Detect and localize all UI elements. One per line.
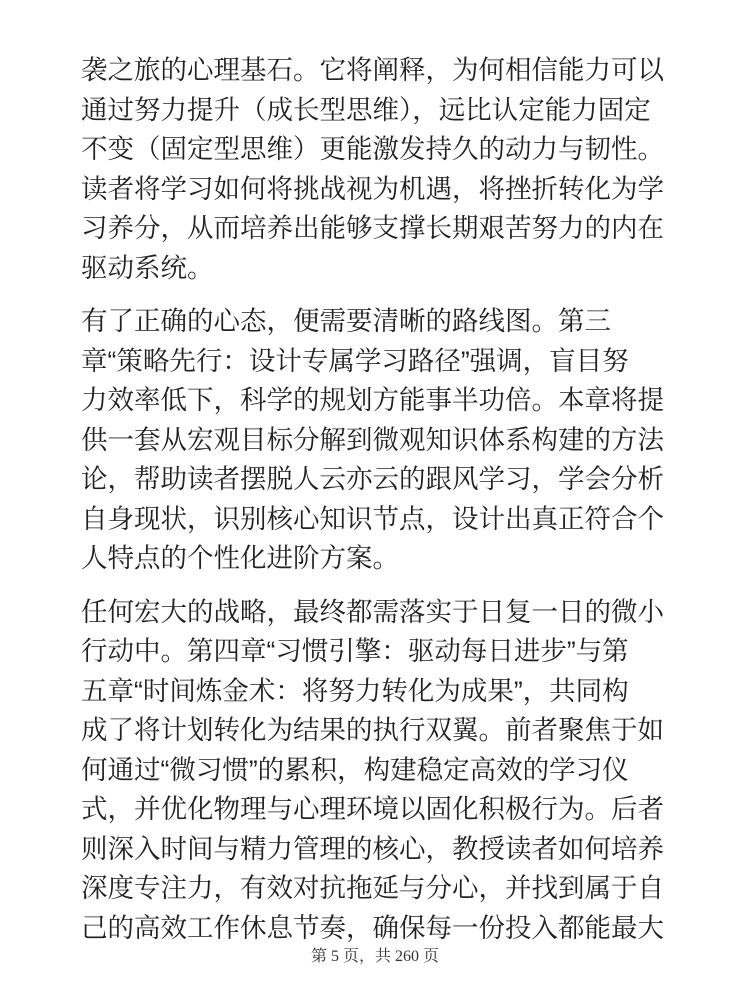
text-line: 习养分，从而培养出能够支撑长期艰苦努力的内在 (81, 213, 664, 243)
text-line: 通过努力提升（成长型思维），远比认定能力固定 (81, 94, 651, 125)
text-line: 力效率低下，科学的规划方能事半功倍。本章将提 (81, 385, 664, 415)
paragraph (81, 51, 681, 288)
text-line: 任何宏大的战略，最终都需落实于日复一日的微小 (81, 596, 664, 627)
text-line: 袭之旅的心理基石。它将阐释，为何相信能力可以 (81, 55, 664, 85)
text-line: 章“策略先行：设计专属学习路径”强调，盲目努 (81, 345, 629, 376)
text-line: 式，并优化物理与心理环境以固化积极行为。后者 (81, 794, 664, 824)
text-line: 则深入时间与精力管理的核心，教授读者如何培养 (81, 833, 664, 864)
page-number-label: 第 5 页，共 260 页 (310, 948, 439, 965)
text-line: 深度专注力，有效对抗拖延与分心，并找到属于自 (81, 873, 664, 903)
text-line: 驱动系统。 (81, 252, 214, 283)
text-line: 成了将计划转化为结果的执行双翼。前者聚焦于如 (81, 715, 664, 745)
page-footer (0, 947, 750, 967)
paragraph (81, 302, 681, 579)
paragraph (81, 593, 681, 949)
text-line: 不变（固定型思维）更能激发持久的动力与韧性。 (81, 134, 664, 164)
text-line: 何通过“微习惯”的累积，构建稳定高效的学习仪 (81, 754, 629, 785)
text-line: 五章“时间炼金术：将努力转化为成果”，共同构 (81, 675, 629, 706)
text-line: 人特点的个性化进阶方案。 (81, 543, 399, 573)
text-line: 读者将学习如何将挑战视为机遇，将挫折转化为学 (81, 173, 664, 204)
text-line: 供一套从宏观目标分解到微观知识体系构建的方法 (81, 424, 664, 455)
document-body (81, 51, 681, 962)
text-line: 行动中。第四章“习惯引擎：驱动每日进步”与第 (81, 636, 629, 666)
text-line: 自身现状，识别核心知识节点，设计出真正符合个 (81, 503, 664, 534)
text-line: 有了正确的心态，便需要清晰的路线图。第三 (81, 306, 611, 336)
text-line: 己的高效工作休息节奏，确保每一份投入都能最大 (81, 912, 664, 943)
text-line: 论，帮助读者摆脱人云亦云的跟风学习，学会分析 (81, 464, 664, 494)
